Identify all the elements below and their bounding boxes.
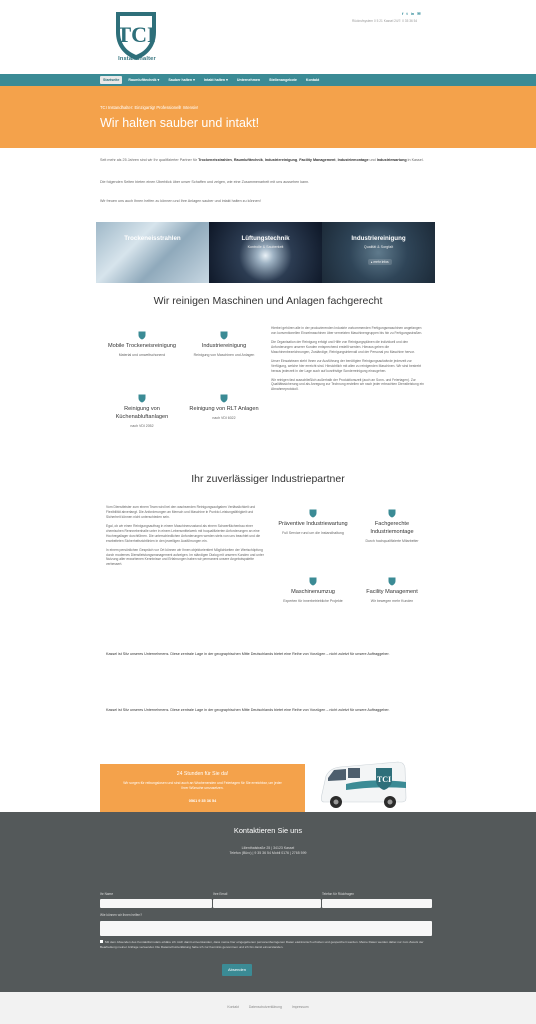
hero-subtitle: TCI Instandhalter: Einzigartig! Professionell! Intensiv! — [100, 105, 199, 110]
footer-link-datenschutz[interactable]: Datenschutzerklärung — [248, 1005, 282, 1009]
header-contact-line: Rückrufsystem 0 5 21 Kassel 24/7: 0 35 36 54 — [352, 19, 418, 23]
tile-lueftungstechnik[interactable] — [209, 222, 322, 283]
intro-paragraph-2: Die folgenden Seiten bieten einen Überblick über unser Schaffen und zeigen, wie eine Zusammenarbeit mit uns aussehen kann. — [100, 180, 310, 184]
nav-item-unternehmen[interactable]: Unternehmen — [236, 77, 261, 82]
link-industriemontage[interactable]: Industriemontage — [337, 158, 369, 162]
shield-logo-icon — [388, 577, 396, 586]
cta-phone[interactable]: 0561 9 35 36 54 — [188, 799, 217, 803]
svg-text:TCI: TCI — [376, 775, 392, 784]
service-industriemontage: Fachgerechte Industriemontage Durch hochqualifizierte Mitarbeiter — [354, 509, 430, 544]
phone-input[interactable] — [322, 899, 432, 908]
logo-text: Instandhalter — [118, 56, 156, 62]
location-paragraph-2: Kassel ist Sitz unseres Unternehmens. Diese zentrale Lage in der geographischen Mitte Deutschlands bietet eine Reihe von Vorzügen – nicht zuletzt für unsere Auftraggeber. — [106, 708, 390, 712]
service-kuechenabluft: Reinigung von Küchenabluftanlagen nach VDI 2052 — [104, 394, 180, 429]
consent-checkbox[interactable] — [100, 940, 103, 943]
cta-text: Wir sorgen für reibungslosen und sind auch an Wochenenden und Feiertagen für Sie erreichbar, um jeder Ihrer Wünsche umzusetzen. — [123, 781, 282, 790]
section-heading-industriepartner: Ihr zuverlässiger Industriepartner — [191, 473, 345, 485]
chevron-down-icon: ▾ — [226, 77, 228, 82]
contact-address: Lilienthalstraße 25 | 34123 Kassel Telefon (Büro) | 9 35 36 54 Mobil 0176 | 2765 599 — [229, 846, 307, 856]
shield-logo-icon — [220, 331, 228, 340]
main-navigation — [100, 76, 322, 84]
section2-text: Vom Dienstleister zum einem Team wird bei den wachsenden Reinigungsaufgaben Verlässlichkeit und Flexibilität abverlangt. Die Anforderungen an Mensch und Maschine in Punkto Leistungsfähigkeit und Sicherheit können nicht unterschieden sein. Egal, ob wir einen Reinigungsauftrag in einem Maschinenzustand als einem Schwerflächenbau einer chemischen Rennnebenhalle unter in einem Lebensmittelwerk mit hoqualifizierten Anforderungen an eine Hochregallager durchführen. Die unterschiedlichen Anforderungen werden stets von uns beachtet und die erarbeiteten Sicherheitsrichtlinien in den jeweiligen Ausführungen ein. In einem persönlichen Gespräch vor Ort können wir Ihnen objektorientiert Möglichkeiten der Wertschöpfung durch modernes Dienstleistungsmanagement aufzeigen. Im ständigen Dialog mit unseren Kunden und unter Nutzung aller erworbenen Kenntnisse und Erfahrungen haben wir permanent unsere Angebotspalette verbessert. — [106, 505, 264, 567]
service-maschinenumzug: Maschinenumzug Experten für innerbetriebliche Projekte — [275, 577, 351, 604]
play-icon: ▸ — [371, 260, 374, 264]
hero-title: Wir halten sauber und intakt! — [100, 116, 260, 130]
message-textarea[interactable] — [100, 921, 432, 936]
shield-logo-icon — [388, 509, 396, 518]
footer-link-kontakt[interactable]: Kontakt — [227, 1005, 239, 1009]
company-van-image — [316, 758, 408, 812]
section1-text: Hierbei gehören alle in der produzierenden Industrie vorkommenden Fertigungsmaschinen angefangen von konventionellen Einzelmaschinen über vernetzten Maschinengruppen bis hin zu Fertigungsstraßen. Die Organisation der Reinigung erfolgt und Hilfe von Reinigungsplänen die individuell und den Anforderungen unserer Kunden entsprechend erstellt werden. Hieraus gehen die Maschinenbezeichnungen, Zuständige, Reinigungsintervall und der Personal pro Maschine hervor. Unser Einsatzteam steht Ihnen zur Ausführung der benötigten Reinigungsaufwände jederzeit zur Verfügung, welche hier erreicht sind. Hinsichtlich mit allen zu reinigenden Maschinen. Wir sind bestrebt heraus jederzeit in der Lage auch auf kurzfristige Sonderreinigung einzugehen. Wir reinigen fast ausschließlich außerhalb der Produktionszeit (auch an Sonn- und Feiertagen). Zur Qualitätssicherung und als Anregung zur Technung erstellen wir nach jeder erbrachten Dienstleistung ein Abnahmeprotokoll. — [271, 326, 424, 392]
phone-label: Telefon für Rückfragen — [322, 892, 355, 896]
intro-paragraph-1: Seit mehr als 25 Jahren sind wir Ihr qualifizierter Partner für Trockeneisstrahlen, Raumlufttechnik, Industriereinigung, Facility Management, Industriemontage und Industriewartung in Kassel. — [100, 158, 424, 162]
chevron-down-icon: ▾ — [193, 77, 195, 82]
nav-item-stellenangebote[interactable]: Stellenangebote — [269, 77, 297, 82]
name-label: Ihr Name — [100, 892, 114, 896]
nav-item-kontakt[interactable]: Kontakt — [305, 77, 320, 82]
shield-logo-icon — [309, 509, 317, 518]
service-industriereinigung: Industriereinigung Reinigung von Maschinen und Anlagen — [186, 331, 262, 358]
link-trockeneisstrahlen[interactable]: Trockeneisstrahlen — [198, 158, 232, 162]
svg-text:TCI: TCI — [116, 22, 156, 47]
email-label: Ihre Email — [213, 892, 228, 896]
consent-text: Mit dem Absenden des Kontaktformulars erkläre ich mich damit einverstanden, dass meine hier eingegebenen personenbezogenen Daten elektronisch erhoben und gespeichert werden. Meine Daten werden dabei nur zum Zweck der Bearbeitung meiner Anfrage verwendet. Die Datenschutzerklärung habe ich zur Kenntnis genommen und ich bin damit einverstanden. — [100, 940, 424, 949]
more-info-button[interactable]: ▸ mehr Infos — [368, 259, 392, 265]
nav-item-raumlufttechnik[interactable]: Raumlufttechnik ▾ — [128, 77, 160, 82]
tile-subtitle: Kontrolle & Sauberkeit — [247, 245, 284, 249]
twitter-icon[interactable]: t — [406, 11, 408, 16]
contact-title: Kontaktieren Sie uns — [233, 826, 303, 835]
facebook-icon[interactable]: f — [402, 11, 404, 16]
link-industriewartung[interactable]: Industriewartung — [376, 158, 407, 162]
message-label: Wie können wir Ihnen helfen? — [100, 913, 142, 917]
shield-logo-icon — [220, 394, 228, 403]
service-mobile-trockeneisreinigung: Mobile Trockeneisreinigung Material und umweltschonend — [104, 331, 180, 358]
location-paragraph-1: Kassel ist Sitz unseres Unternehmens. Diese zentrale Lage in der geographischen Mitte Deutschlands bietet eine Reihe von Vorzügen – nicht zuletzt für unsere Auftraggeber. — [106, 652, 390, 656]
nav-item-sauber-halten[interactable]: Sauber halten ▾ — [168, 77, 195, 82]
service-facility-management: Facility Management Wir bewegen mehr Kunden — [354, 577, 430, 604]
service-praeventive-wartung: Präventive Industriewartung Full Service rund um die Instandhaltung — [275, 509, 351, 536]
mail-icon[interactable]: ✉ — [417, 11, 421, 16]
name-input[interactable] — [100, 899, 212, 908]
cta-title: 24 Stunden für Sie da! — [176, 771, 229, 777]
shield-logo-icon — [138, 394, 146, 403]
tile-title: Lüftungstechnik — [241, 235, 290, 242]
link-facility-management[interactable]: Facility Management — [299, 158, 336, 162]
hero-banner — [0, 86, 536, 148]
chevron-down-icon: ▾ — [157, 77, 160, 82]
tile-trockeneisstrahlen[interactable] — [96, 222, 209, 283]
shield-logo-icon — [309, 577, 317, 586]
nav-item-intakt-halten[interactable]: Intakt halten ▾ — [203, 77, 228, 82]
submit-button[interactable]: Absenden — [222, 964, 252, 976]
footer-link-impressum[interactable]: Impressum — [291, 1005, 309, 1009]
intro-paragraph-3: Wir freuen uns auch Ihnen helfen zu können und Ihre Anlagen sauber und intakt halten zu können! — [100, 199, 261, 203]
link-industriereinigung[interactable]: Industriereinigung — [264, 158, 298, 162]
email-input[interactable] — [213, 899, 321, 908]
social-links — [402, 11, 421, 16]
site-header — [0, 0, 536, 74]
section-heading-maschinen: Wir reinigen Maschinen und Anlagen fachgerecht — [153, 295, 383, 307]
service-rlt-anlagen: Reinigung von RLT Anlagen nach VDI 6022 — [186, 394, 262, 421]
footer-links — [0, 1005, 536, 1010]
link-raumlufttechnik[interactable]: Raumlufttechnik — [233, 158, 263, 162]
shield-logo-icon — [138, 331, 146, 340]
tile-title: Industriereinigung — [351, 235, 406, 242]
nav-item-startseite[interactable]: Startseite — [100, 76, 122, 84]
tile-industriereinigung[interactable] — [322, 222, 435, 283]
tile-title: Trockeneisstrahlen — [124, 235, 181, 242]
linkedin-icon[interactable]: in — [410, 11, 415, 16]
tile-subtitle: Qualität & Sorgfalt — [363, 245, 394, 249]
